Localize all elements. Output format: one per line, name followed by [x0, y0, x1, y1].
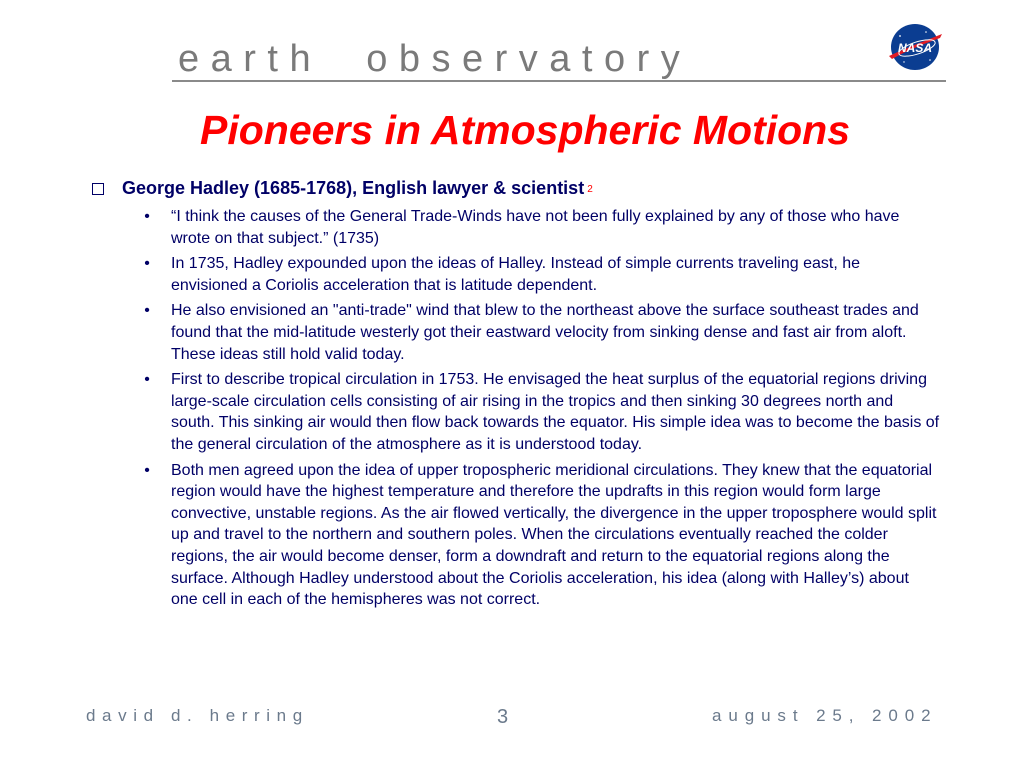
main-point: [92, 176, 952, 202]
nasa-logo-text: NASA: [897, 41, 933, 55]
bullet-list: [140, 206, 940, 615]
bullet-dot-icon: •: [144, 302, 150, 320]
page-number: 3: [497, 706, 509, 728]
footer-date: august 25, 2002: [712, 706, 938, 725]
bullet-dot-icon: •: [144, 461, 150, 479]
bullet-text: First to describe tropical circulation in 1753. He envisaged the heat surplus of the equatorial regions driving large-scale circulation cells consisting of air rising in the tropics and then sinking 30 degrees north and south. This sinking air would then flow back towards the equator. His simple idea was to become the basis of the general circulation of the atmosphere as it is understood today.: [171, 371, 940, 453]
bullet-dot-icon: •: [144, 208, 150, 225]
list-item: [140, 369, 940, 455]
bullet-text: In 1735, Hadley expounded upon the ideas of Halley. Instead of simple currents traveling east, he envisioned a Coriolis acceleration that is latitude dependent.: [171, 255, 861, 294]
slide-title: Pioneers in Atmospheric Motions: [200, 107, 851, 153]
square-bullet-icon: [92, 183, 104, 195]
list-item: [140, 300, 940, 365]
bullet-text: Both men agreed upon the idea of upper tropospheric meridional circulations. They knew that the equatorial region would have the highest temperature and therefore the updrafts in this region would form large convective, unstable regions. As the air flowed vertically, the divergence in the upper troposphere would split up and travel to the northern and southern poles. When the circulations eventually reached the colder regions, the air would become denser, form a downdraft and return to the equatorial regions along the surface. Although Hadley understood about the Coriolis acceleration, his idea (along with Halley’s) about one cell in each of the hemispheres was not correct.: [171, 461, 937, 609]
list-item: [140, 460, 940, 611]
list-item: [140, 206, 940, 249]
main-point-text: George Hadley (1685-1768), English lawyer & scientist: [122, 178, 585, 198]
bullet-dot-icon: •: [144, 255, 150, 273]
header-divider: [172, 80, 946, 82]
bullet-dot-icon: •: [144, 371, 150, 389]
list-item: [140, 253, 940, 296]
footer-author: david d. herring: [86, 706, 309, 725]
header-brand: earth observatory: [178, 38, 692, 80]
bullet-text: “I think the causes of the General Trade-Winds have not been fully explained by any of those who have wrote on that subject.” (1735): [171, 208, 900, 247]
footnote-marker: 2: [587, 184, 593, 195]
nasa-logo-icon: [886, 22, 944, 72]
bullet-text: He also envisioned an "anti-trade" wind that blew to the northeast above the surface southeast trades and found that the mid-latitude westerly got their eastward velocity from sinking dense and fast air from aloft. These ideas still hold valid today.: [171, 302, 919, 363]
